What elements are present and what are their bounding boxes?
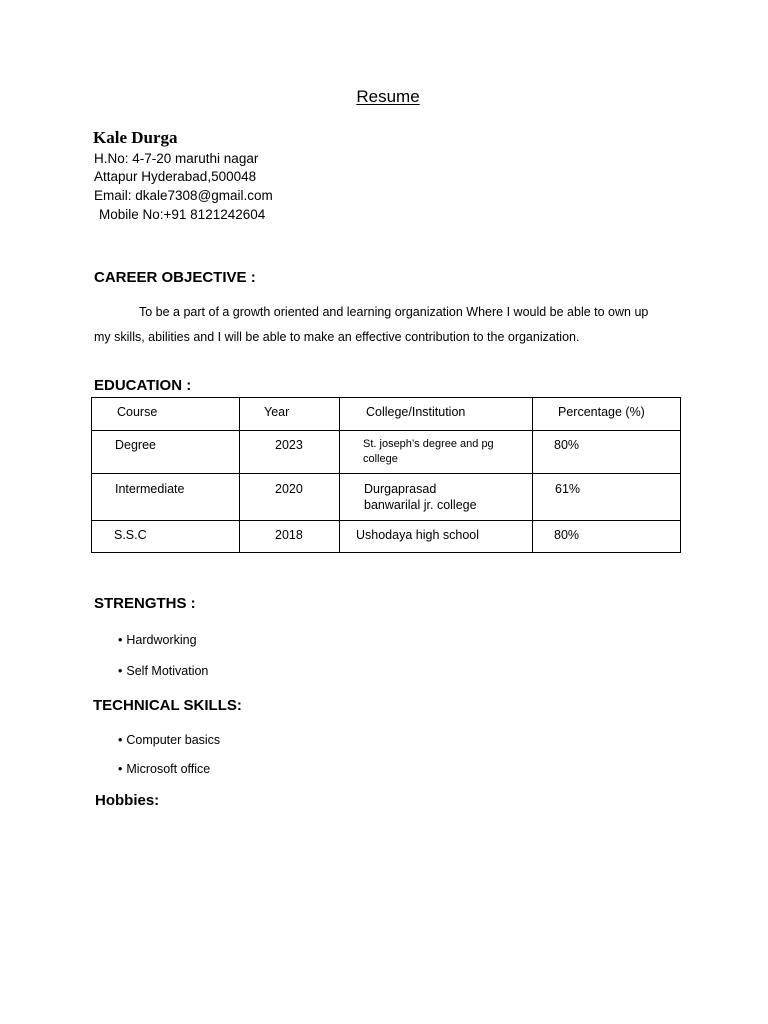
technical-skills-heading: TECHNICAL SKILLS:	[93, 697, 242, 714]
education-heading: EDUCATION :	[94, 377, 192, 394]
table-header-cell	[92, 398, 240, 431]
header-year: Year	[264, 405, 290, 419]
college-value-line-2: banwarilal jr. college	[364, 498, 477, 512]
table-cell	[92, 431, 240, 474]
career-objective-heading: CAREER OBJECTIVE :	[94, 269, 256, 286]
header-college: College/Institution	[366, 405, 466, 419]
course-value: S.S.C	[114, 528, 147, 542]
list-item: • Self Motivation	[118, 664, 208, 678]
table-row	[92, 431, 681, 474]
career-objective-line-2: my skills, abilities and I will be able to make an effective contribution to the organization.	[94, 330, 580, 344]
table-header-cell	[340, 398, 533, 431]
year-value: 2020	[275, 482, 303, 496]
college-value-line-2: college	[363, 453, 398, 465]
table-row	[92, 474, 681, 521]
table-header-cell	[533, 398, 681, 431]
percentage-value: 61%	[555, 482, 581, 496]
strengths-heading: STRENGTHS :	[94, 595, 196, 612]
table-cell	[240, 521, 340, 553]
table-cell	[533, 474, 681, 521]
year-value: 2023	[275, 438, 303, 452]
table-cell	[533, 431, 681, 474]
header-course: Course	[117, 405, 158, 419]
percentage-value: 80%	[554, 438, 580, 452]
college-value-line-1: Ushodaya high school	[356, 528, 479, 542]
table-cell	[240, 474, 340, 521]
list-item: • Hardworking	[118, 633, 197, 647]
hobbies-heading: Hobbies:	[95, 792, 160, 809]
table-cell	[240, 431, 340, 474]
college-value-line-1: Durgaprasad	[364, 482, 437, 496]
header-percentage: Percentage (%)	[558, 405, 645, 419]
address-line-2: Attapur Hyderabad,500048	[94, 169, 257, 184]
table-cell	[340, 431, 533, 474]
table-cell	[92, 474, 240, 521]
table-cell	[340, 474, 533, 521]
table-header-row	[92, 398, 681, 431]
document-title: Resume	[356, 87, 420, 106]
mobile-line: Mobile No:+91 8121242604	[99, 207, 266, 222]
table-cell	[92, 521, 240, 553]
education-table	[91, 397, 681, 553]
table-header-cell	[240, 398, 340, 431]
course-value: Degree	[115, 438, 156, 452]
email-line: Email: dkale7308@gmail.com	[94, 188, 273, 203]
table-row	[92, 521, 681, 553]
candidate-name: Kale Durga	[93, 128, 178, 147]
course-value: Intermediate	[115, 482, 185, 496]
college-value-line-1: St. joseph’s degree and pg	[363, 438, 494, 450]
table-cell	[340, 521, 533, 553]
list-item: • Computer basics	[118, 733, 220, 747]
career-objective-line-1: To be a part of a growth oriented and learning organization Where I would be able to own up	[139, 305, 649, 319]
percentage-value: 80%	[554, 528, 580, 542]
address-line-1: H.No: 4-7-20 maruthi nagar	[94, 151, 259, 166]
year-value: 2018	[275, 528, 303, 542]
list-item: • Microsoft office	[118, 762, 210, 776]
table-cell	[533, 521, 681, 553]
